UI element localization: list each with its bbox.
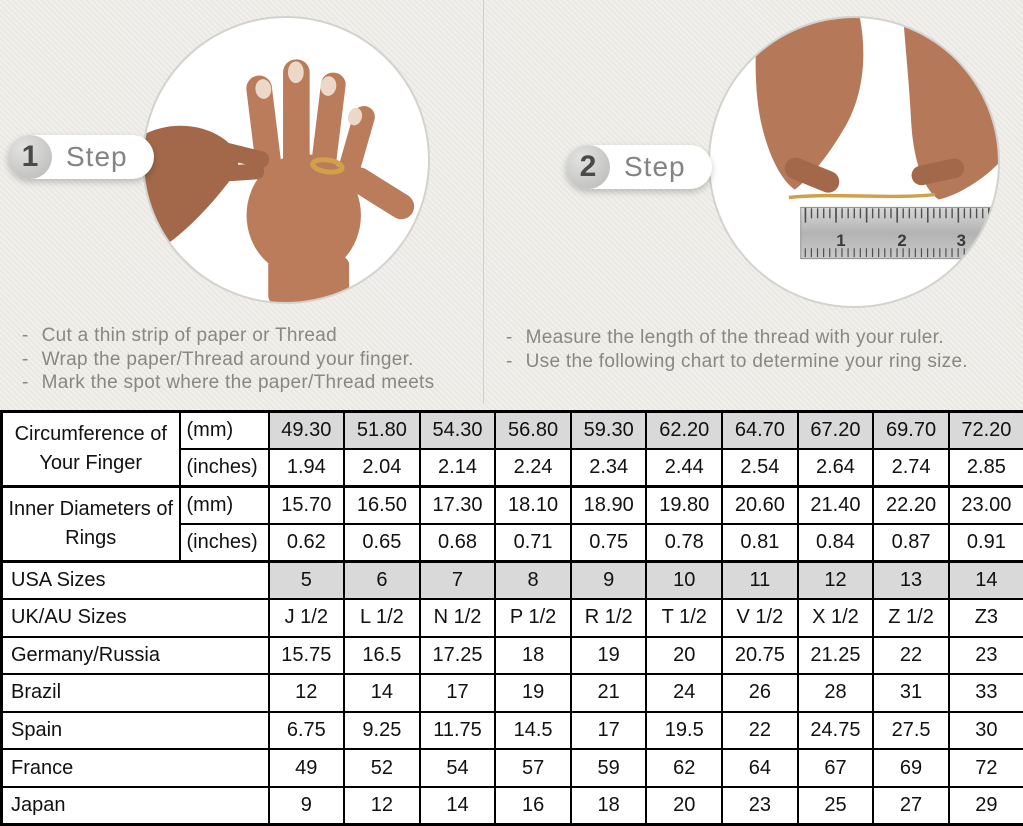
size-value-cell: 20 bbox=[646, 637, 722, 675]
size-value-cell: 64.70 bbox=[722, 412, 798, 450]
size-value-cell: 13 bbox=[873, 562, 949, 600]
size-value-cell: 62 bbox=[646, 749, 722, 787]
ruler-mark-3: 3 bbox=[956, 230, 966, 250]
size-value-cell: 8 bbox=[495, 562, 571, 600]
size-value-cell: 2.04 bbox=[344, 449, 420, 487]
size-value-cell: 72 bbox=[949, 749, 1023, 787]
size-value-cell: T 1/2 bbox=[646, 599, 722, 637]
step1-badge bbox=[8, 135, 154, 179]
size-value-cell: 9 bbox=[269, 787, 345, 825]
ruler-mark-1: 1 bbox=[836, 230, 846, 250]
table-row bbox=[2, 674, 1023, 712]
step2-instructions bbox=[506, 326, 968, 373]
size-value-cell: L 1/2 bbox=[344, 599, 420, 637]
size-value-cell: 72.20 bbox=[949, 412, 1023, 450]
size-value-cell: J 1/2 bbox=[269, 599, 345, 637]
size-value-cell: 64 bbox=[722, 749, 798, 787]
row-group-label: Circumference of Your Finger bbox=[2, 412, 180, 487]
size-value-cell: 19.80 bbox=[646, 487, 722, 525]
size-value-cell: 15.70 bbox=[269, 487, 345, 525]
size-value-cell: 69.70 bbox=[873, 412, 949, 450]
size-value-cell: 9 bbox=[571, 562, 647, 600]
bullet-dash: - bbox=[22, 325, 29, 346]
size-value-cell: 49.30 bbox=[269, 412, 345, 450]
table-row bbox=[2, 637, 1023, 675]
size-value-cell: 19 bbox=[571, 637, 647, 675]
bullet-dash: - bbox=[22, 348, 29, 370]
size-value-cell: 17 bbox=[420, 674, 496, 712]
step1-hand-photo bbox=[142, 16, 430, 304]
row-label: Brazil bbox=[2, 674, 269, 712]
size-value-cell: 0.84 bbox=[798, 524, 874, 562]
size-value-cell: 19 bbox=[495, 674, 571, 712]
size-value-cell: 16.50 bbox=[344, 487, 420, 525]
table-row bbox=[2, 749, 1023, 787]
bullet-dash: - bbox=[506, 327, 513, 348]
step1-number-circle bbox=[8, 135, 52, 179]
size-value-cell: 2.74 bbox=[873, 449, 949, 487]
bullet-dash: - bbox=[506, 350, 513, 372]
size-value-cell: 0.78 bbox=[646, 524, 722, 562]
unit-label: (inches) bbox=[180, 524, 269, 562]
size-value-cell: Z3 bbox=[949, 599, 1023, 637]
size-value-cell: 21.25 bbox=[798, 637, 874, 675]
size-value-cell: 33 bbox=[949, 674, 1023, 712]
row-label: USA Sizes bbox=[2, 562, 269, 600]
step2-number-circle bbox=[566, 145, 610, 189]
bullet-dash: - bbox=[22, 372, 29, 393]
size-value-cell: 2.85 bbox=[949, 449, 1023, 487]
size-value-cell: 20.75 bbox=[722, 637, 798, 675]
size-value-cell: 0.71 bbox=[495, 524, 571, 562]
size-value-cell: X 1/2 bbox=[798, 599, 874, 637]
size-value-cell: 22 bbox=[873, 637, 949, 675]
step2-number: 2 bbox=[579, 150, 597, 183]
table-row bbox=[2, 487, 1023, 525]
step2-badge bbox=[566, 145, 712, 189]
size-value-cell: 12 bbox=[269, 674, 345, 712]
ruler-mark-2: 2 bbox=[897, 230, 907, 250]
size-value-cell: 69 bbox=[873, 749, 949, 787]
size-value-cell: 23.00 bbox=[949, 487, 1023, 525]
size-value-cell: 11.75 bbox=[420, 712, 496, 750]
size-value-cell: 24 bbox=[646, 674, 722, 712]
size-value-cell: 0.65 bbox=[344, 524, 420, 562]
size-value-cell: 23 bbox=[949, 637, 1023, 675]
size-value-cell: 23 bbox=[722, 787, 798, 825]
table-row bbox=[2, 712, 1023, 750]
size-value-cell: Z 1/2 bbox=[873, 599, 949, 637]
size-value-cell: 56.80 bbox=[495, 412, 571, 450]
instruction-text: Mark the spot where the paper/Thread meets bbox=[41, 372, 435, 393]
size-value-cell: 15.75 bbox=[269, 637, 345, 675]
size-value-cell: 12 bbox=[344, 787, 420, 825]
size-value-cell: 27.5 bbox=[873, 712, 949, 750]
row-label: Japan bbox=[2, 787, 269, 825]
table-row bbox=[2, 412, 1023, 450]
instruction-line bbox=[22, 324, 434, 348]
size-value-cell: 18.90 bbox=[571, 487, 647, 525]
size-value-cell: 6 bbox=[344, 562, 420, 600]
step1-number: 1 bbox=[21, 140, 39, 173]
size-value-cell: 17 bbox=[571, 712, 647, 750]
size-value-cell: 22.20 bbox=[873, 487, 949, 525]
instruction-line bbox=[22, 348, 434, 372]
row-label: France bbox=[2, 749, 269, 787]
size-value-cell: 49 bbox=[269, 749, 345, 787]
size-value-cell: 27 bbox=[873, 787, 949, 825]
size-value-cell: 0.62 bbox=[269, 524, 345, 562]
size-value-cell: 2.54 bbox=[722, 449, 798, 487]
size-value-cell: 29 bbox=[949, 787, 1023, 825]
how-to-measure-section bbox=[0, 0, 1023, 410]
instruction-line bbox=[506, 326, 968, 350]
size-value-cell: 9.25 bbox=[344, 712, 420, 750]
size-value-cell: 16.5 bbox=[344, 637, 420, 675]
unit-label: (inches) bbox=[180, 449, 269, 487]
size-value-cell: 67 bbox=[798, 749, 874, 787]
size-value-cell: 21.40 bbox=[798, 487, 874, 525]
size-value-cell: 0.91 bbox=[949, 524, 1023, 562]
size-value-cell: 17.30 bbox=[420, 487, 496, 525]
size-value-cell: 17.25 bbox=[420, 637, 496, 675]
step1-instructions bbox=[22, 324, 434, 395]
size-value-cell: 30 bbox=[949, 712, 1023, 750]
size-value-cell: 2.64 bbox=[798, 449, 874, 487]
size-value-cell: 22 bbox=[722, 712, 798, 750]
step2-label: Step bbox=[624, 151, 686, 182]
size-value-cell: 57 bbox=[495, 749, 571, 787]
size-value-cell: 1.94 bbox=[269, 449, 345, 487]
ring-size-conversion-table bbox=[0, 410, 1023, 826]
table-row bbox=[2, 562, 1023, 600]
size-value-cell: 2.34 bbox=[571, 449, 647, 487]
row-label: Spain bbox=[2, 712, 269, 750]
size-value-cell: 31 bbox=[873, 674, 949, 712]
size-value-cell: 25 bbox=[798, 787, 874, 825]
instruction-text: Measure the length of the thread with your ruler. bbox=[525, 327, 944, 348]
instruction-text: Cut a thin strip of paper or Thread bbox=[41, 325, 337, 346]
size-value-cell: 6.75 bbox=[269, 712, 345, 750]
size-value-cell: 10 bbox=[646, 562, 722, 600]
size-value-cell: 67.20 bbox=[798, 412, 874, 450]
size-value-cell: 7 bbox=[420, 562, 496, 600]
size-value-cell: 0.68 bbox=[420, 524, 496, 562]
size-value-cell: 0.81 bbox=[722, 524, 798, 562]
gold-thread-icon bbox=[789, 195, 935, 198]
step1-label: Step bbox=[66, 141, 128, 172]
size-value-cell: 59 bbox=[571, 749, 647, 787]
size-value-cell: R 1/2 bbox=[571, 599, 647, 637]
ruler-icon bbox=[801, 207, 998, 258]
size-value-cell: 2.24 bbox=[495, 449, 571, 487]
size-value-cell: 52 bbox=[344, 749, 420, 787]
step2-ruler-photo bbox=[708, 16, 1000, 308]
size-value-cell: 24.75 bbox=[798, 712, 874, 750]
size-value-cell: 21 bbox=[571, 674, 647, 712]
size-value-cell: 18 bbox=[495, 637, 571, 675]
size-value-cell: V 1/2 bbox=[722, 599, 798, 637]
size-value-cell: 18.10 bbox=[495, 487, 571, 525]
instruction-text: Wrap the paper/Thread around your finger. bbox=[41, 348, 414, 370]
size-value-cell: 62.20 bbox=[646, 412, 722, 450]
size-value-cell: 5 bbox=[269, 562, 345, 600]
instruction-line bbox=[22, 371, 434, 395]
size-value-cell: 18 bbox=[571, 787, 647, 825]
row-label: UK/AU Sizes bbox=[2, 599, 269, 637]
size-value-cell: 14 bbox=[344, 674, 420, 712]
size-value-cell: 28 bbox=[798, 674, 874, 712]
size-value-cell: 14 bbox=[949, 562, 1023, 600]
unit-label: (mm) bbox=[180, 487, 269, 525]
size-value-cell: 0.75 bbox=[571, 524, 647, 562]
instruction-line bbox=[506, 350, 968, 374]
size-value-cell: 14 bbox=[420, 787, 496, 825]
size-value-cell: 54 bbox=[420, 749, 496, 787]
row-group-label: Inner Diameters of Rings bbox=[2, 487, 180, 562]
size-value-cell: 20 bbox=[646, 787, 722, 825]
table-row bbox=[2, 787, 1023, 825]
row-label: Germany/Russia bbox=[2, 637, 269, 675]
hand-with-ring-graphic bbox=[144, 18, 428, 302]
size-value-cell: 16 bbox=[495, 787, 571, 825]
unit-label: (mm) bbox=[180, 412, 269, 450]
instruction-text: Use the following chart to determine your ring size. bbox=[525, 350, 968, 372]
size-value-cell: P 1/2 bbox=[495, 599, 571, 637]
size-value-cell: 11 bbox=[722, 562, 798, 600]
size-value-cell: 2.44 bbox=[646, 449, 722, 487]
size-value-cell: N 1/2 bbox=[420, 599, 496, 637]
size-value-cell: 26 bbox=[722, 674, 798, 712]
size-value-cell: 59.30 bbox=[571, 412, 647, 450]
size-value-cell: 20.60 bbox=[722, 487, 798, 525]
size-value-cell: 2.14 bbox=[420, 449, 496, 487]
table-row bbox=[2, 599, 1023, 637]
size-value-cell: 14.5 bbox=[495, 712, 571, 750]
size-value-cell: 54.30 bbox=[420, 412, 496, 450]
size-value-cell: 12 bbox=[798, 562, 874, 600]
panel-divider bbox=[483, 0, 484, 404]
size-value-cell: 0.87 bbox=[873, 524, 949, 562]
size-value-cell: 51.80 bbox=[344, 412, 420, 450]
size-value-cell: 19.5 bbox=[646, 712, 722, 750]
thread-on-ruler-graphic bbox=[710, 18, 998, 306]
